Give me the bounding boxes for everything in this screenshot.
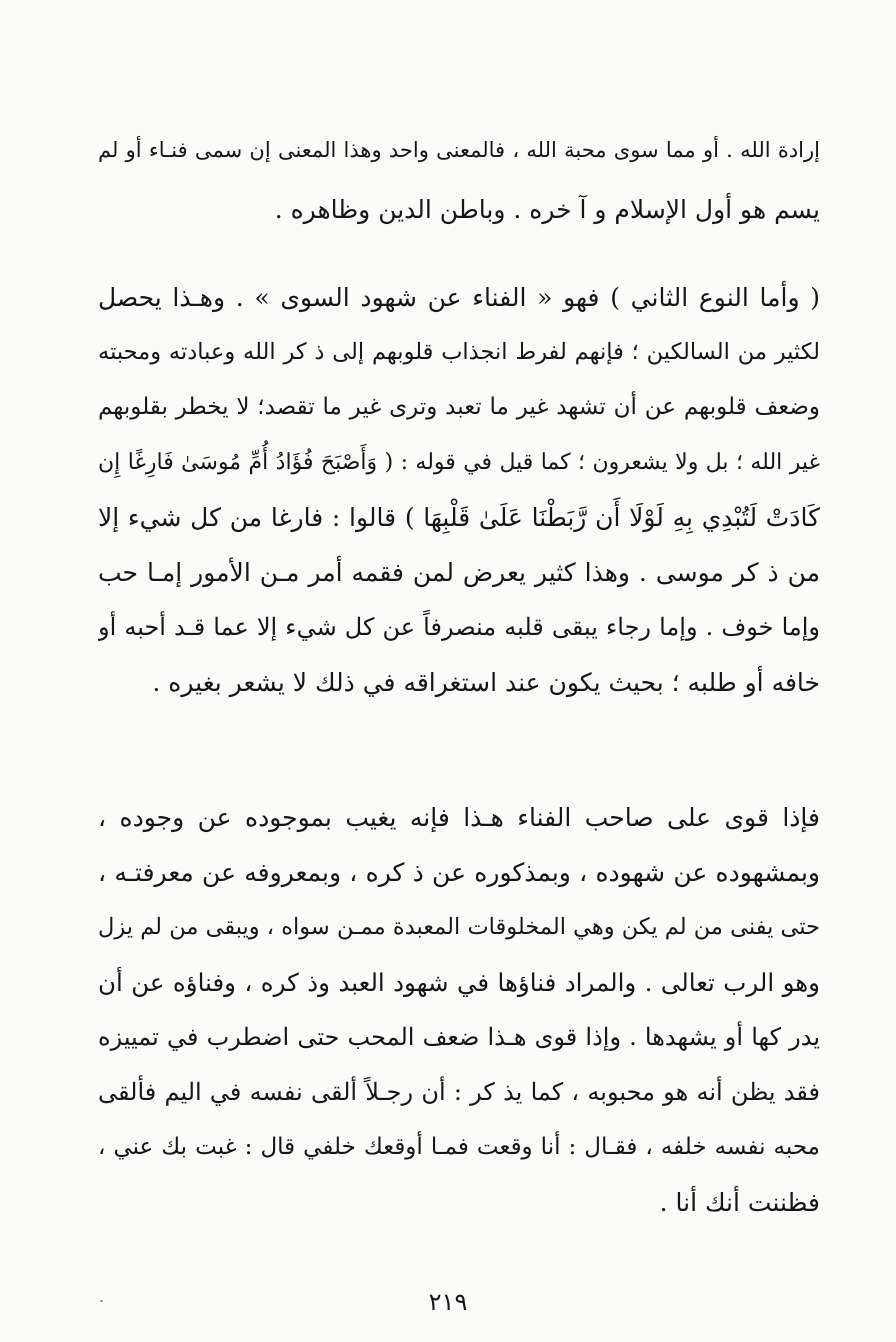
text-line quran-quote-line: كَادَتْ لَتُبْدِي بِهِ لَوْلَا أَن رَّبَطْنَا عَلَىٰ قَلْبِهَا ) قالوا : فارغا من كل شيء إلا bbox=[98, 503, 820, 532]
text-line: فقد يظن أنه هو محبوبه ، كما يذ كر : أن رجـلاً ألقى نفسه في اليم فألقى bbox=[98, 1078, 820, 1106]
text-line: إرادة الله . أو مما سوى محبة الله ، فالمعنى واحد وهذا المعنى إن سمى فنـاء أو لم bbox=[98, 138, 820, 162]
text-line: لكثير من السالكين ؛ فإنهم لفرط انجذاب قلوبهم إلى ذ كر الله وعبادته ومحبته bbox=[98, 339, 820, 365]
text-line: فإذا قوى على صاحب الفناء هـذا فإنه يغيب بموجوده عن وجوده ، bbox=[98, 803, 820, 832]
text-line: خافه أو طلبه ؛ بحيث يكون عند استغراقه في ذلك لا يشعر بغيره . bbox=[152, 668, 820, 697]
page-number: ٢١٩ bbox=[428, 1288, 468, 1316]
text-line: فظننت أنك أنا . bbox=[659, 1188, 820, 1217]
text-line: يدر كها أو يشهدها . وإذا قوى هـذا ضعف المحب حتى اضطرب في تمييزه bbox=[98, 1023, 820, 1051]
text-line: وإما خوف . وإما رجاء يبقى قلبه منصرفاً عن كل شيء إلا عما قـد أحبه أو bbox=[98, 613, 820, 641]
paragraph-2 bbox=[98, 270, 820, 710]
text-line: ( وأما النوع الثاني ) فهو « الفناء عن شهود السوى » . وهـذا يحصل bbox=[98, 283, 820, 312]
text-line: محبه نفسه خلفه ، فقـال : أنا وقعت فمـا أوقعك خلفي قال : غبت بك عني ، bbox=[98, 1134, 820, 1160]
text-line quran-quote-line: غير الله ؛ بل ولا يشعرون ؛ كما قيل في قوله : ( وَأَصْبَحَ فُؤَادُ أُمِّ مُوسَىٰ فَارِغًا إِن bbox=[98, 450, 820, 475]
scan-speck bbox=[100, 1300, 103, 1302]
text-line: يسم هو أول الإسلام و آ خره . وباطن الدين وظاهره . bbox=[274, 195, 820, 224]
paragraph-1 bbox=[98, 120, 820, 240]
paragraph-3 bbox=[98, 790, 820, 1230]
text-line: وبمشهوده عن شهوده ، وبمذكوره عن ذ كره ، وبمعروفه عن معرفتـه ، bbox=[98, 858, 820, 887]
text-line: حتى يفنى من لم يكن وهي المخلوقات المعبدة ممـن سواه ، ويبقى من لم يزل bbox=[98, 914, 820, 940]
text-line: وضعف قلوبهم عن أن تشهد غير ما تعبد وترى غير ما تقصد؛ لا يخطر بقلوبهم bbox=[98, 394, 820, 420]
text-line: وهو الرب تعالى . والمراد فناؤها في شهود العبد وذ كره ، وفناؤه عن أن bbox=[98, 968, 820, 997]
text-line: من ذ كر موسى . وهذا كثير يعرض لمن فقمه أمر مـن الأمور إمـا حب bbox=[98, 558, 820, 587]
